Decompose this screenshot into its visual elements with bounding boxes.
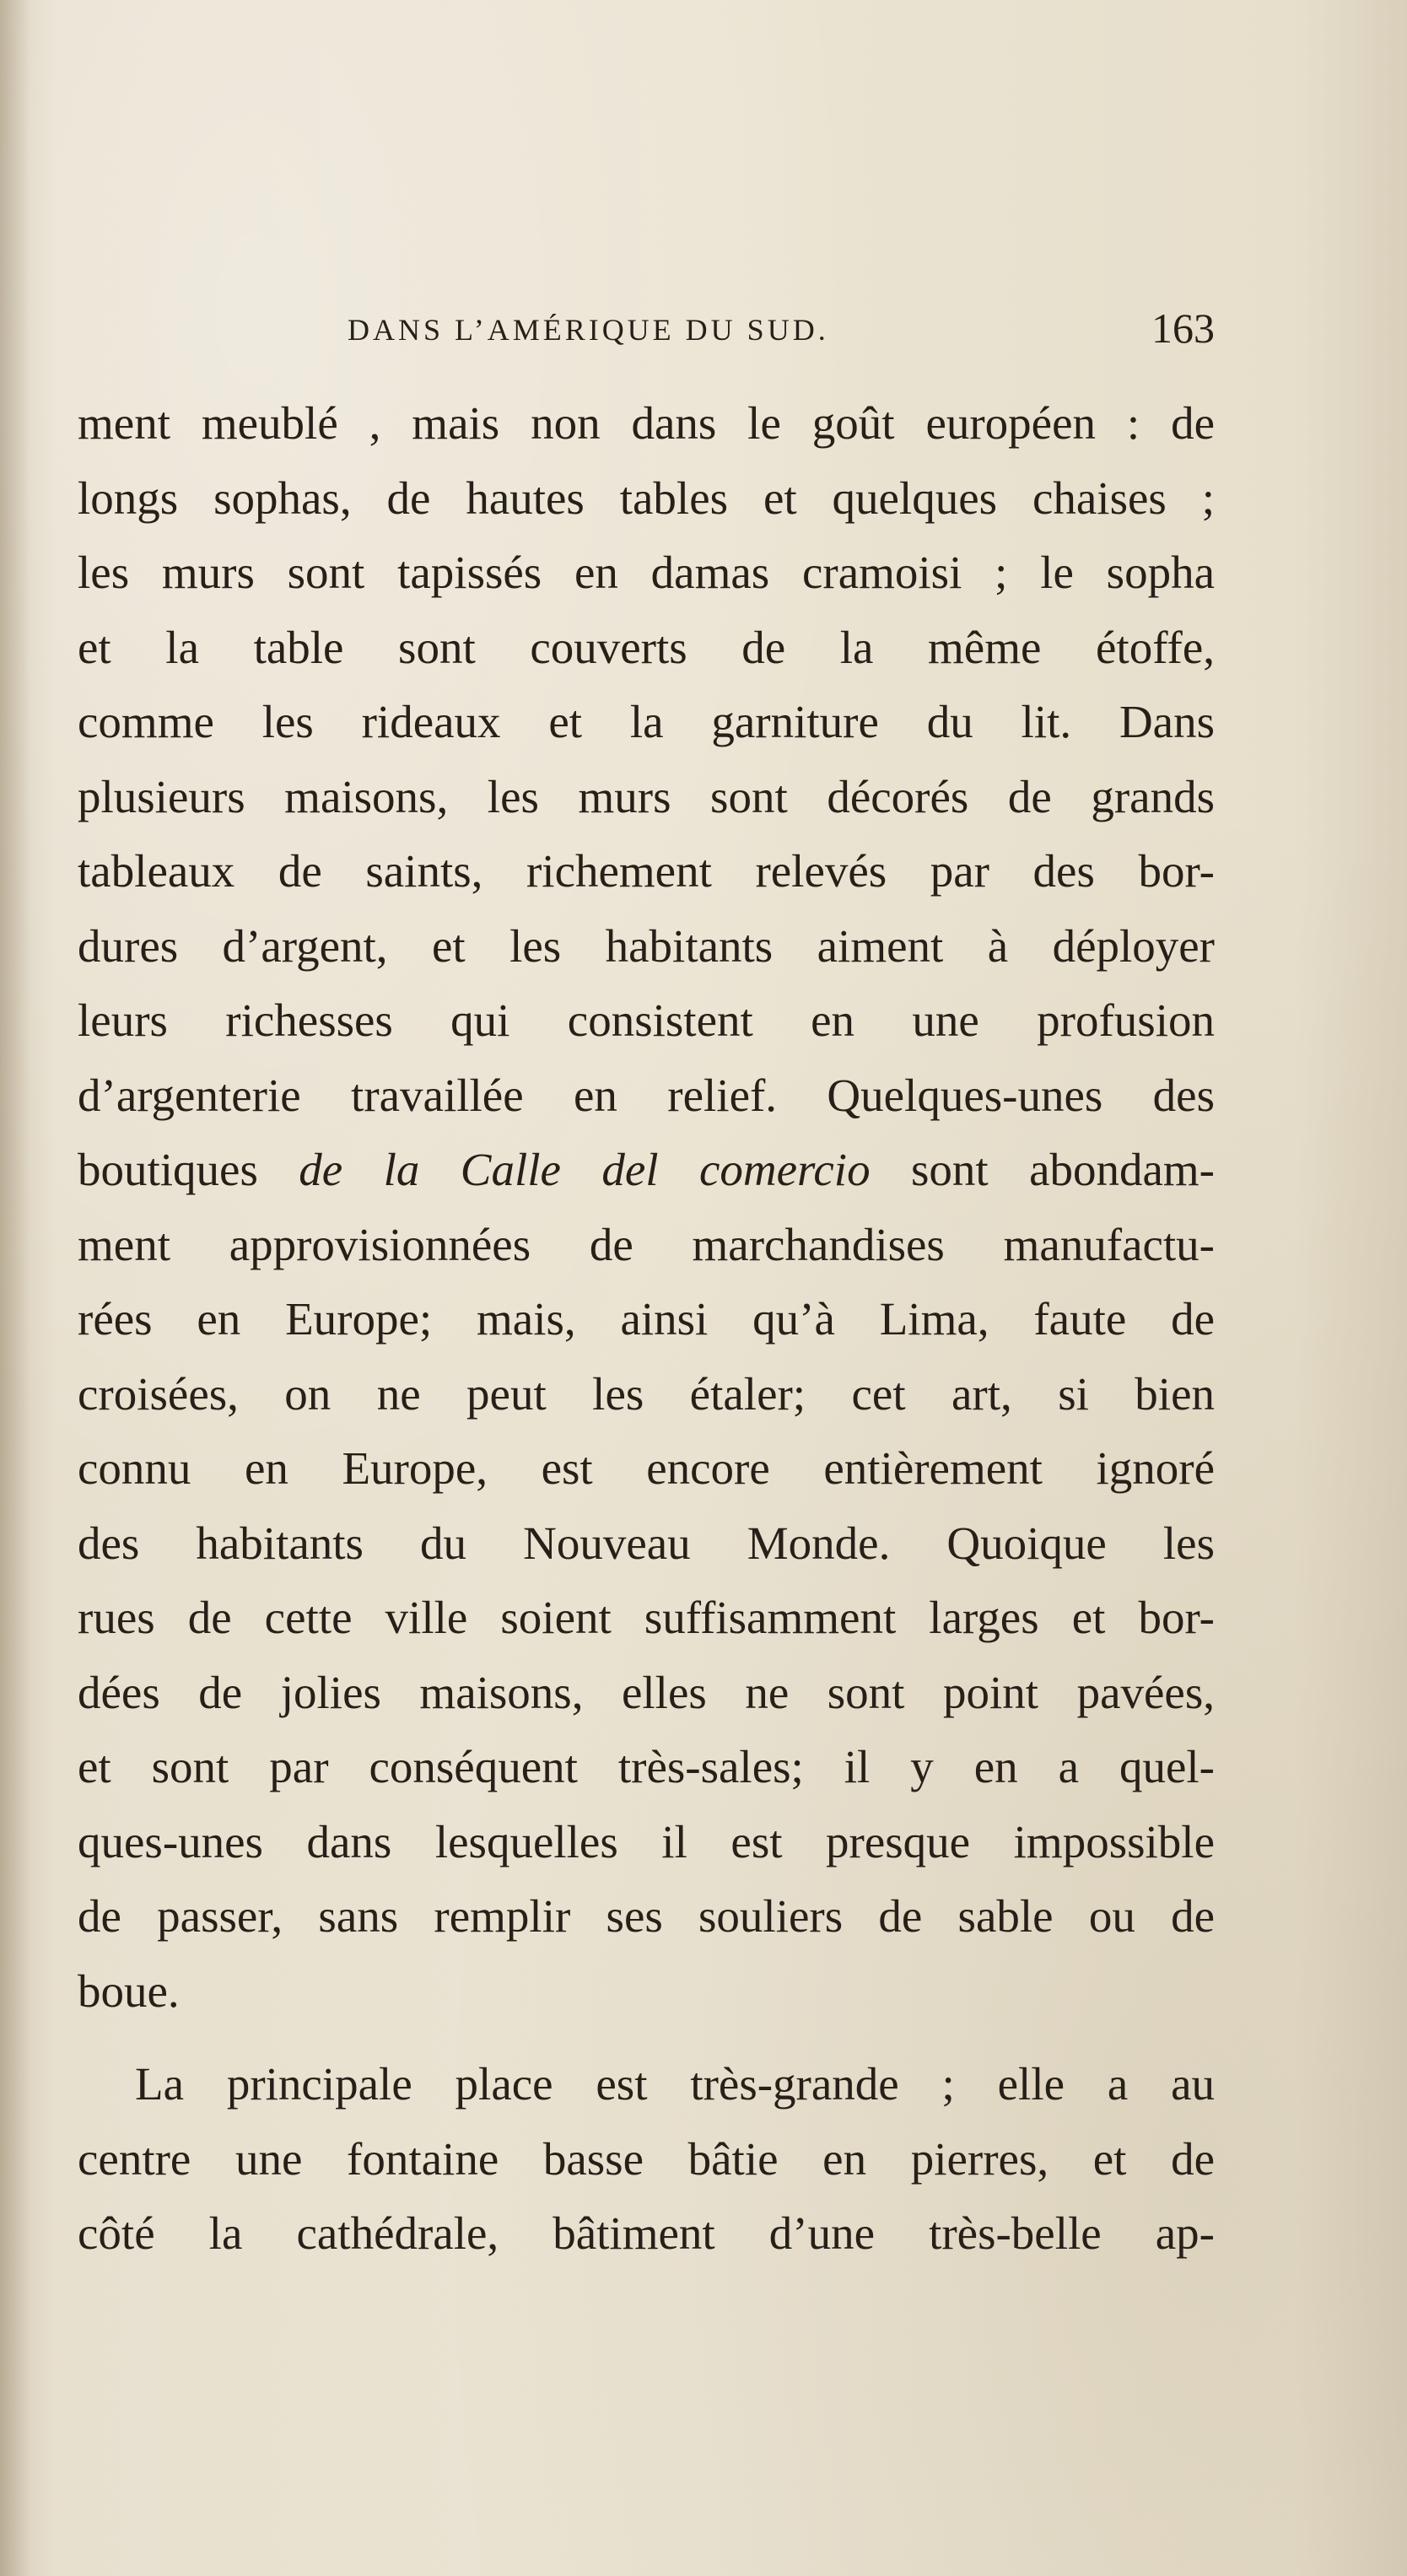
text-line: et la table sont couverts de la même étoffe, bbox=[78, 621, 1215, 673]
text-line-with-italic bbox=[78, 1133, 1215, 1208]
text-line: ment approvisionnées de marchandises manufactu- bbox=[78, 1218, 1215, 1270]
page-gutter-shadow bbox=[0, 0, 30, 2576]
text-line: dures d’argent, et les habitants aiment à déployer bbox=[78, 919, 1215, 972]
text-line: ment meublé , mais non dans le goût européen : de bbox=[78, 397, 1215, 449]
text-line: croisées, on ne peut les étaler; cet art, si bien bbox=[78, 1367, 1215, 1420]
text-line: longs sophas, de hautes tables et quelques chaises ; bbox=[78, 472, 1215, 524]
text-segment: sont abondam- bbox=[870, 1144, 1215, 1195]
text-line: rées en Europe; mais, ainsi qu’à Lima, faute de bbox=[78, 1293, 1215, 1345]
running-head-title: DANS L’AMÉRIQUE DU SUD. bbox=[348, 313, 829, 347]
text-line: d’argenterie travaillée en relief. Quelques-unes des bbox=[78, 1069, 1215, 1121]
page-number: 163 bbox=[1151, 304, 1215, 352]
text-line: dées de jolies maisons, elles ne sont point pavées, bbox=[78, 1666, 1215, 1718]
running-header bbox=[78, 304, 1215, 363]
text-line: connu en Europe, est encore entièrement ignoré bbox=[78, 1442, 1215, 1494]
text-line: rues de cette ville soient suffisamment larges et bor- bbox=[78, 1592, 1215, 1643]
text-line: leurs richesses qui consistent en une profusion bbox=[78, 994, 1215, 1046]
text-line: plusieurs maisons, les murs sont décorés de grands bbox=[78, 770, 1215, 822]
text-line: centre une fontaine basse bâtie en pierres, et de bbox=[78, 2132, 1215, 2185]
text-line: des habitants du Nouveau Monde. Quoique les bbox=[78, 1517, 1215, 1569]
italic-place-name: de la Calle del comercio bbox=[299, 1144, 871, 1195]
text-line: les murs sont tapissés en damas cramoisi ; le sopha bbox=[78, 547, 1215, 598]
paragraph-end-line: boue. bbox=[78, 1964, 180, 2017]
text-line: ques-unes dans lesquelles il est presque impossible bbox=[78, 1815, 1215, 1867]
text-line: tableaux de saints, richement relevés par des bor- bbox=[78, 845, 1215, 897]
text-segment: boutiques bbox=[78, 1144, 299, 1195]
paragraph-start-line: La principale place est très-grande ; elle a au bbox=[135, 2058, 1215, 2110]
text-line: et sont par conséquent très-sales; il y en a quel- bbox=[78, 1741, 1215, 1792]
text-line: comme les rideaux et la garniture du lit. Dans bbox=[78, 696, 1215, 747]
body-text bbox=[78, 386, 1215, 2272]
text-line: de passer, sans remplir ses souliers de sable ou de bbox=[78, 1890, 1215, 1942]
text-line: côté la cathédrale, bâtiment d’une très-belle ap- bbox=[78, 2207, 1215, 2259]
